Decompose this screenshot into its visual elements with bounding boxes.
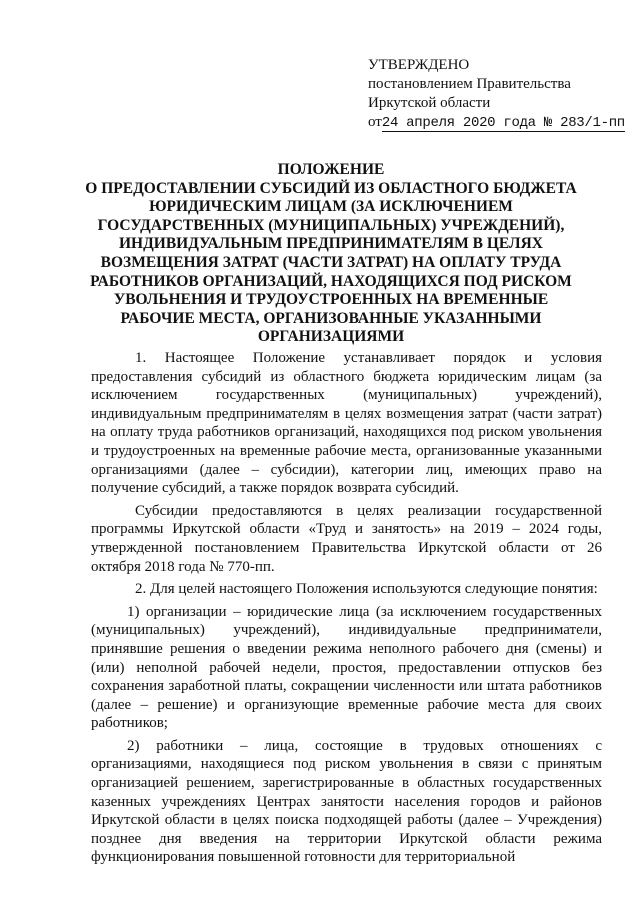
- paragraph-5: 2) работники – лица, состоящие в трудовых отношениях с организациями, находящиеся под риском увольнения в связи с принятым организацией решением, зарегистрированные в областных государственных казенных учреждениях Центрах занятости населения городов и районов Иркутской области в целях поиска подходящей работы (далее – Учреждения) позднее дня введения на территории Иркутской области режима функционирования повышенной готовности для территориальной: [91, 737, 602, 866]
- title-line: ИНДИВИДУАЛЬНЫМ ПРЕДПРИНИМАТЕЛЯМ В ЦЕЛЯХ: [118, 235, 543, 253]
- title-line: ГОСУДАРСТВЕННЫХ (МУНИЦИПАЛЬНЫХ) УЧРЕЖДЕНИЙ),: [97, 216, 565, 234]
- paragraph-4: 1) организации – юридические лица (за исключением государственных (муниципальных) учреждений), индивидуальные предприниматели, принявшие решения о введении режима неполного рабочего дня (смены) и (или) неполной рабочей недели, простоя, предоставлении отпусков без сохранения заработной платы, сокращении численности или штата работников (далее – решение) и организующие временные рабочие места для своих работников;: [91, 603, 602, 732]
- title-line: РАБОЧИЕ МЕСТА, ОРГАНИЗОВАННЫЕ УКАЗАННЫМИ: [120, 309, 542, 327]
- approval-stamp: [368, 56, 630, 133]
- approval-region: Иркутской области: [368, 95, 491, 111]
- title-line: ПОЛОЖЕНИЕ: [277, 161, 385, 178]
- title-line: ОРГАНИЗАЦИЯМИ: [257, 328, 405, 346]
- approval-heading: УТВЕРЖДЕНО: [368, 57, 470, 73]
- approval-date-prefix: от: [368, 114, 382, 130]
- paragraph-2: Субсидии предоставляются в целях реализации государственной программы Иркутской области «Труд и занятость» на 2019 – 2024 годы, утвержденной постановлением Правительства Иркутской области от 26 октября 2018 года № 770-пп.: [91, 502, 602, 575]
- approval-issuer: постановлением Правительства: [368, 76, 571, 92]
- title-line: О ПРЕДОСТАВЛЕНИИ СУБСИДИЙ ИЗ ОБЛАСТНОГО БЮДЖЕТА: [85, 179, 577, 197]
- title-line: ВОЗМЕЩЕНИЯ ЗАТРАТ (ЧАСТИ ЗАТРАТ) НА ОПЛАТУ ТРУДА: [100, 253, 562, 271]
- paragraph-3: 2. Для целей настоящего Положения используются следующие понятия:: [135, 581, 598, 598]
- title-line: ЮРИДИЧЕСКИМ ЛИЦАМ (ЗА ИСКЛЮЧЕНИЕМ: [149, 198, 513, 216]
- approval-date-value: 24 апреля 2020 года № 283/1-пп: [381, 115, 625, 131]
- document-title: [60, 161, 602, 347]
- paragraph-1: 1. Настоящее Положение устанавливает порядок и условия предоставления субсидий из областного бюджета юридическим лицам (за исключением государственных (муниципальных) учреждений), индивидуальным предпринимателям в целях возмещения затрат (части затрат) на оплату труда работников организаций, находящихся под риском увольнения и трудоустроенных на временные рабочие места, организованные указанными организациями (далее – субсидии), категории лиц, имеющих право на получение субсидий, а также порядок возврата субсидий.: [91, 350, 602, 497]
- approval-date-line: [368, 113, 630, 133]
- title-line: РАБОТНИКОВ ОРГАНИЗАЦИЙ, НАХОДЯЩИХСЯ ПОД РИСКОМ: [90, 272, 572, 290]
- document-body: [91, 349, 602, 867]
- title-line: УВОЛЬНЕНИЯ И ТРУДОУСТРОЕННЫХ НА ВРЕМЕННЫЕ: [113, 291, 549, 309]
